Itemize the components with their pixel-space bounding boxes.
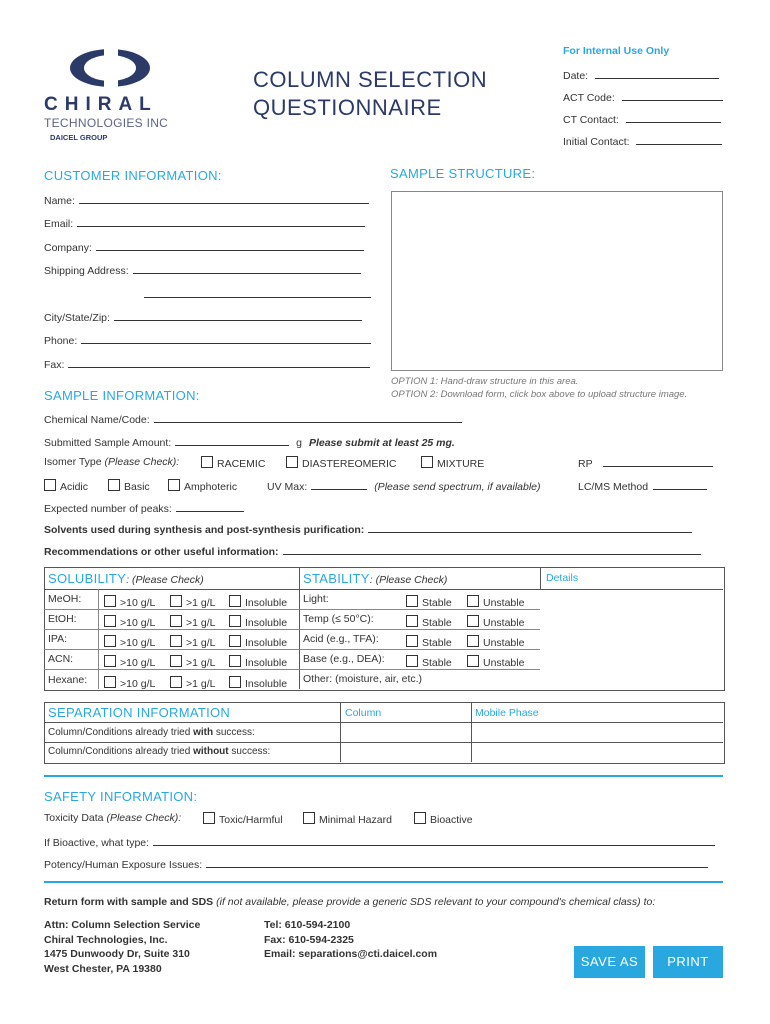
checkbox-icon[interactable] [467,635,479,647]
solvents-label: Solvents used during synthesis and post-synthesis purification: [44,524,365,536]
checkbox-icon[interactable] [170,655,182,667]
solubility-option-label: >10 g/L [120,597,156,609]
stability-condition-label: Acid (e.g., TFA): [303,633,379,645]
racemic-label: RACEMIC [217,458,266,470]
separation-column-header: Column [345,707,382,719]
toxic-checkbox[interactable] [203,812,283,826]
minimal-checkbox[interactable] [303,812,392,826]
internal-ct-contact[interactable] [563,112,721,126]
checkbox-icon[interactable] [44,479,56,491]
fail-pre: Column/Conditions already tried [48,746,194,757]
return-note: (if not available, please provide a generic SDS relevant to your compound's chemical class) to: [216,896,656,908]
solubility-option-checkbox[interactable] [229,655,287,669]
amount-note: Please submit at least 25 mg. [308,437,455,449]
solubility-option-checkbox[interactable] [104,676,155,690]
fax-field[interactable] [44,357,370,371]
stability-condition-label: Temp (≤ 50°C): [303,613,374,625]
stability-title: STABILITY [303,571,370,586]
racemic-checkbox[interactable] [201,456,265,470]
checkbox-icon[interactable] [104,635,116,647]
solubility-option-label: >1 g/L [186,637,216,649]
bioactive-type-label: If Bioactive, what type: [44,837,150,849]
stability-stable-label: Stable [422,597,452,609]
checkbox-icon[interactable] [170,635,182,647]
peaks-label: Expected number of peaks: [44,503,172,515]
stability-condition-label: Base (e.g., DEA): [303,653,385,665]
stability-unstable-label: Unstable [483,597,525,609]
toxic-label: Toxic/Harmful [219,814,283,826]
save-as-button[interactable]: SAVE AS [574,946,645,978]
solubility-option-checkbox[interactable] [170,635,216,649]
internal-heading: For Internal Use Only [563,45,670,57]
diastereomeric-label: DIASTEREOMERIC [302,458,397,470]
checkbox-icon[interactable] [414,812,426,824]
separation-fail-row[interactable] [48,746,270,757]
solubility-option-label: >10 g/L [120,657,156,669]
stability-stable-checkbox[interactable] [406,595,452,609]
checkbox-icon[interactable] [286,456,298,468]
checkbox-icon[interactable] [467,655,479,667]
shipping-label: Shipping Address: [44,265,129,277]
checkbox-icon[interactable] [467,615,479,627]
separation-divider-2 [471,702,472,762]
amphoteric-label: Amphoteric [184,481,238,493]
stability-unstable-checkbox[interactable] [467,595,524,609]
checkbox-icon[interactable] [168,479,180,491]
solubility-row-line [44,669,299,670]
stability-stable-label: Stable [422,617,452,629]
checkbox-icon[interactable] [406,615,418,627]
recommendations-field[interactable] [44,544,701,558]
table-header-line [44,589,723,590]
lcms-field[interactable] [578,479,707,493]
solubility-row-line [44,629,299,630]
solubility-option-checkbox[interactable] [229,676,287,690]
uv-note: (Please send spectrum, if available) [374,481,541,493]
address-line: Attn: Column Selection Service [44,919,201,931]
checkbox-icon[interactable] [104,676,116,688]
details-divider [540,567,541,589]
stability-row-line [299,609,540,610]
internal-date[interactable] [563,68,719,82]
solubility-option-checkbox[interactable] [170,676,216,690]
city-label: City/State/Zip: [44,312,110,324]
fax-label: Fax: [44,359,65,371]
page-title [253,66,487,122]
sample-heading: SAMPLE INFORMATION: [44,388,200,403]
isomer-label: Isomer Type [44,456,102,468]
structure-option-1: OPTION 1: Hand-draw structure in this area. [391,376,579,387]
address-line: Chiral Technologies, Inc. [44,933,168,946]
mailing-address [44,918,200,976]
toxicity-row [44,812,181,824]
bioactive-label: Bioactive [430,814,473,826]
solubility-heading [48,570,204,588]
address-line: 1475 Dunwoody Dr, Suite 310 [44,948,190,960]
internal-act-code[interactable] [563,90,723,104]
print-button[interactable]: PRINT [653,946,723,978]
solubility-option-label: Insoluble [245,637,288,649]
uv-max-label: UV Max: [267,481,308,493]
contact-email[interactable]: Email: separations@cti.daicel.com [264,948,438,960]
stability-condition-label: Light: [303,593,329,605]
rp-field[interactable] [578,456,713,470]
stability-unstable-checkbox[interactable] [467,635,524,649]
solubility-option-checkbox[interactable] [229,635,287,649]
isomer-please-check: (Please Check): [104,456,180,468]
acidic-checkbox[interactable] [44,479,88,493]
safety-heading: SAFETY INFORMATION: [44,789,198,804]
logo-group: DAICEL GROUP [50,133,108,142]
checkbox-icon[interactable] [108,479,120,491]
recommendations-label: Recommendations or other useful information: [44,546,279,558]
name-field[interactable] [44,193,369,207]
solubility-solvent-label: ACN: [48,653,74,665]
solubility-option-label: Insoluble [245,678,288,690]
stability-heading [303,570,447,588]
checkbox-icon[interactable] [170,595,182,607]
solubility-option-checkbox[interactable] [170,655,216,669]
solubility-option-checkbox[interactable] [229,595,287,609]
solubility-option-checkbox[interactable] [104,635,155,649]
logo-mark-icon [44,44,184,92]
solubility-option-label: Insoluble [245,657,288,669]
stability-check-note: : (Please Check) [369,574,448,586]
chemical-label: Chemical Name/Code: [44,414,150,426]
solubility-option-label: >10 g/L [120,678,156,690]
separation-line-2 [44,742,723,743]
checkbox-icon[interactable] [406,635,418,647]
amount-field[interactable] [44,435,455,449]
solubility-solvent-label: Hexane: [48,674,88,686]
structure-option-2: OPTION 2: Download form, click box above to upload structure image. [391,389,688,400]
divider-footer [44,881,723,883]
solubility-option-checkbox[interactable] [170,595,216,609]
shipping-field[interactable] [44,263,361,277]
solubility-row-line [44,609,299,610]
mixture-checkbox[interactable] [421,456,484,470]
title-line-2: QUESTIONNAIRE [253,95,442,120]
stability-stable-label: Stable [422,657,452,669]
checkbox-icon[interactable] [104,595,116,607]
checkbox-icon[interactable] [229,615,241,627]
solubility-option-label: >1 g/L [186,657,216,669]
checkbox-icon[interactable] [303,812,315,824]
solubility-option-label: >1 g/L [186,678,216,690]
success-post: success: [213,727,255,738]
company-label: Company: [44,242,92,254]
stability-unstable-label: Unstable [483,657,525,669]
checkbox-icon[interactable] [229,655,241,667]
checkbox-icon[interactable] [229,595,241,607]
solubility-option-label: >10 g/L [120,617,156,629]
solubility-row-line [44,649,299,650]
stability-other: Other: (moisture, air, etc.) [303,673,423,685]
checkbox-icon[interactable] [104,615,116,627]
success-bold: with [193,727,214,738]
potency-label: Potency/Human Exposure Issues: [44,859,203,871]
checkbox-icon[interactable] [203,812,215,824]
stability-stable-checkbox[interactable] [406,615,452,629]
solubility-check-note: : (Please Check) [126,574,204,586]
separation-divider-1 [340,702,341,762]
checkbox-icon[interactable] [170,615,182,627]
checkbox-icon[interactable] [229,635,241,647]
phone-label: Phone: [44,335,78,347]
logo-brand: CHIRAL [44,94,158,115]
amphoteric-checkbox[interactable] [168,479,237,493]
potency-field[interactable] [44,857,708,871]
basic-checkbox[interactable] [108,479,150,493]
separation-success-row[interactable] [48,727,255,738]
internal-ct-label: CT Contact: [563,114,619,126]
solubility-option-label: >10 g/L [120,637,156,649]
separation-mobile-header: Mobile Phase [475,707,539,719]
phone-field[interactable] [44,333,371,347]
separation-heading: SEPARATION INFORMATION [48,705,231,720]
toxicity-please-check: (Please Check): [106,812,182,824]
basic-label: Basic [124,481,150,493]
isomer-row [44,456,179,468]
email-field[interactable] [44,216,365,230]
solubility-option-checkbox[interactable] [104,595,155,609]
solubility-column-line [98,589,99,689]
divider-safety [44,775,723,777]
logo [44,44,184,144]
table-divider [299,567,300,689]
structure-upload-box[interactable] [391,191,723,371]
internal-act-label: ACT Code: [563,92,615,104]
success-pre: Column/Conditions already tried [48,727,194,738]
checkbox-icon[interactable] [406,595,418,607]
solubility-option-checkbox[interactable] [229,615,287,629]
shipping-line-2[interactable] [144,297,371,298]
rp-label: RP [578,458,593,470]
checkbox-icon[interactable] [229,676,241,688]
fail-bold: without [193,746,229,757]
solubility-title: SOLUBILITY [48,571,127,586]
return-instructions [44,896,655,908]
checkbox-icon[interactable] [104,655,116,667]
amount-label: Submitted Sample Amount: [44,437,172,449]
checkbox-icon[interactable] [421,456,433,468]
diastereomeric-checkbox[interactable] [286,456,397,470]
solubility-option-checkbox[interactable] [104,615,155,629]
checkbox-icon[interactable] [467,595,479,607]
solvents-field[interactable] [44,522,692,536]
acidic-label: Acidic [60,481,89,493]
email-label: Email: [44,218,74,230]
return-bold: Return form with sample and SDS [44,896,214,908]
peaks-field[interactable] [44,501,244,515]
company-field[interactable] [44,240,364,254]
lcms-label: LC/MS Method [578,481,649,493]
internal-date-label: Date: [563,70,589,82]
contact-fax: Fax: 610-594-2325 [264,933,354,946]
solubility-option-checkbox[interactable] [104,655,155,669]
solubility-option-label: Insoluble [245,597,288,609]
fail-post: success: [228,746,271,757]
minimal-label: Minimal Hazard [319,814,392,826]
title-line-1: COLUMN SELECTION [253,67,488,92]
internal-initial-label: Initial Contact: [563,136,630,148]
stability-unstable-label: Unstable [483,637,525,649]
bioactive-checkbox[interactable] [414,812,473,826]
stability-unstable-checkbox[interactable] [467,655,524,669]
contact-info [264,918,437,962]
contact-tel: Tel: 610-594-2100 [264,919,351,931]
bioactive-type-field[interactable] [44,835,715,849]
mixture-label: MIXTURE [437,458,485,470]
amount-unit: g [296,437,303,449]
solubility-option-label: >1 g/L [186,617,216,629]
chemical-field[interactable] [44,412,462,426]
structure-heading: SAMPLE STRUCTURE: [390,166,536,181]
checkbox-icon[interactable] [170,676,182,688]
solubility-solvent-label: MeOH: [48,593,82,605]
stability-stable-checkbox[interactable] [406,655,452,669]
logo-sub: TECHNOLOGIES INC [44,116,169,130]
stability-row-line [299,629,540,630]
solubility-option-checkbox[interactable] [170,615,216,629]
details-header: Details [546,572,579,584]
checkbox-icon[interactable] [201,456,213,468]
address-line: West Chester, PA 19380 [44,962,162,975]
name-label: Name: [44,195,75,207]
stability-row-line [299,669,540,670]
checkbox-icon[interactable] [406,655,418,667]
stability-stable-checkbox[interactable] [406,635,452,649]
city-field[interactable] [44,310,362,324]
solubility-option-label: Insoluble [245,617,288,629]
stability-row-line [299,649,540,650]
uv-max-field[interactable] [267,479,541,493]
solubility-option-label: >1 g/L [186,597,216,609]
separation-line-1 [44,722,723,723]
toxicity-label: Toxicity Data [44,812,104,824]
stability-unstable-checkbox[interactable] [467,615,524,629]
stability-unstable-label: Unstable [483,617,525,629]
solubility-solvent-label: EtOH: [48,613,77,625]
stability-stable-label: Stable [422,637,452,649]
internal-initial-contact[interactable] [563,134,722,148]
solubility-solvent-label: IPA: [48,633,68,645]
customer-heading: CUSTOMER INFORMATION: [44,168,222,183]
